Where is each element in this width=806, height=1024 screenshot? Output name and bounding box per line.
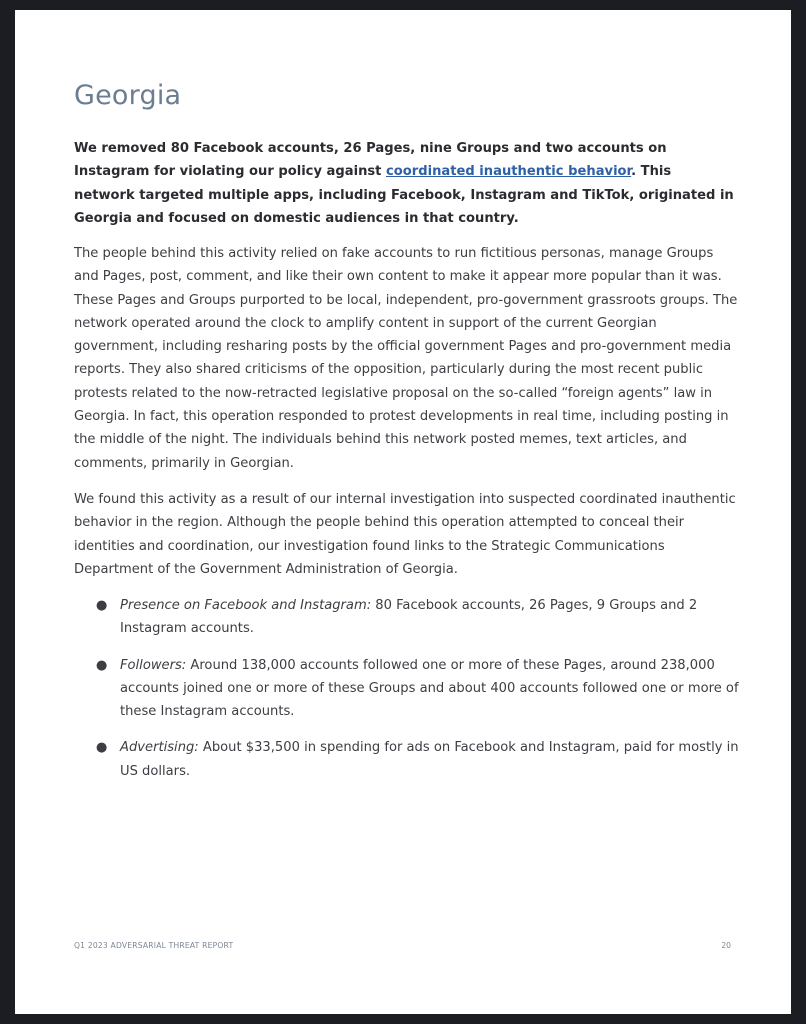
policy-link[interactable]: coordinated inauthentic behavior bbox=[386, 164, 632, 180]
bullet-label: Presence on Facebook and Instagram: bbox=[120, 598, 372, 613]
bullet-icon: ● bbox=[96, 598, 108, 613]
document-page bbox=[15, 10, 791, 1014]
lead-text-after: . This network targeted multiple apps, including Facebook, Instagram and TikTok, originated in Georgia and focused on domestic audiences in that country. bbox=[74, 164, 734, 226]
bullet-text: 80 Facebook accounts, 26 Pages, 9 Groups and 2 Instagram accounts. bbox=[120, 598, 698, 637]
body-paragraph: We found this activity as a result of our internal investigation into suspected coordinated inauthentic behavior in the region. Although the people behind this operation attempted to conceal their identities and coordination, our investigation found links to the Strategic Communications Department of the Government Administration of Georgia. bbox=[74, 492, 736, 577]
bullet-text: About $33,500 in spending for ads on Facebook and Instagram, paid for mostly in US dollars. bbox=[120, 740, 739, 779]
list-item bbox=[74, 654, 739, 724]
body-paragraph: The people behind this activity relied on fake accounts to run fictitious personas, manage Groups and Pages, post, comment, and like their own content to make it appear more popular than it was. These Pages and Groups purported to be local, independent, pro-government grassroots groups. The network operated around the clock to amplify content in support of the current Georgian government, including resharing posts by the official government Pages and pro-government media reports. They also shared criticisms of the opposition, particularly during the most recent public protests related to the now-retracted legislative proposal on the so-called “foreign agents” law in Georgia. In fact, this operation responded to protest developments in real time, including posting in the middle of the night. The individuals behind this network posted memes, text articles, and comments, primarily in Georgian. bbox=[74, 246, 738, 471]
lead-paragraph bbox=[74, 137, 734, 230]
page-title: Georgia bbox=[74, 80, 182, 111]
footer-report-title: Q1 2023 ADVERSARIAL THREAT REPORT bbox=[74, 941, 234, 950]
bullet-icon: ● bbox=[96, 657, 108, 673]
bullet-icon: ● bbox=[96, 740, 108, 756]
bullet-text: Around 138,000 accounts followed one or more of these Pages, around 238,000 accounts joined one or more of these Groups and about 400 accounts followed one or more of these Instagram accounts. bbox=[120, 657, 739, 720]
bullet-label: Advertising: bbox=[120, 740, 199, 756]
bullet-list bbox=[74, 594, 739, 796]
lead-text-before: We removed 80 Facebook accounts, 26 Pages, nine Groups and two accounts on Instagram for violating our policy against bbox=[74, 141, 667, 180]
page-number: 20 bbox=[721, 941, 731, 950]
list-item bbox=[74, 736, 739, 783]
bullet-label: Followers: bbox=[120, 657, 187, 673]
list-item bbox=[74, 594, 739, 641]
